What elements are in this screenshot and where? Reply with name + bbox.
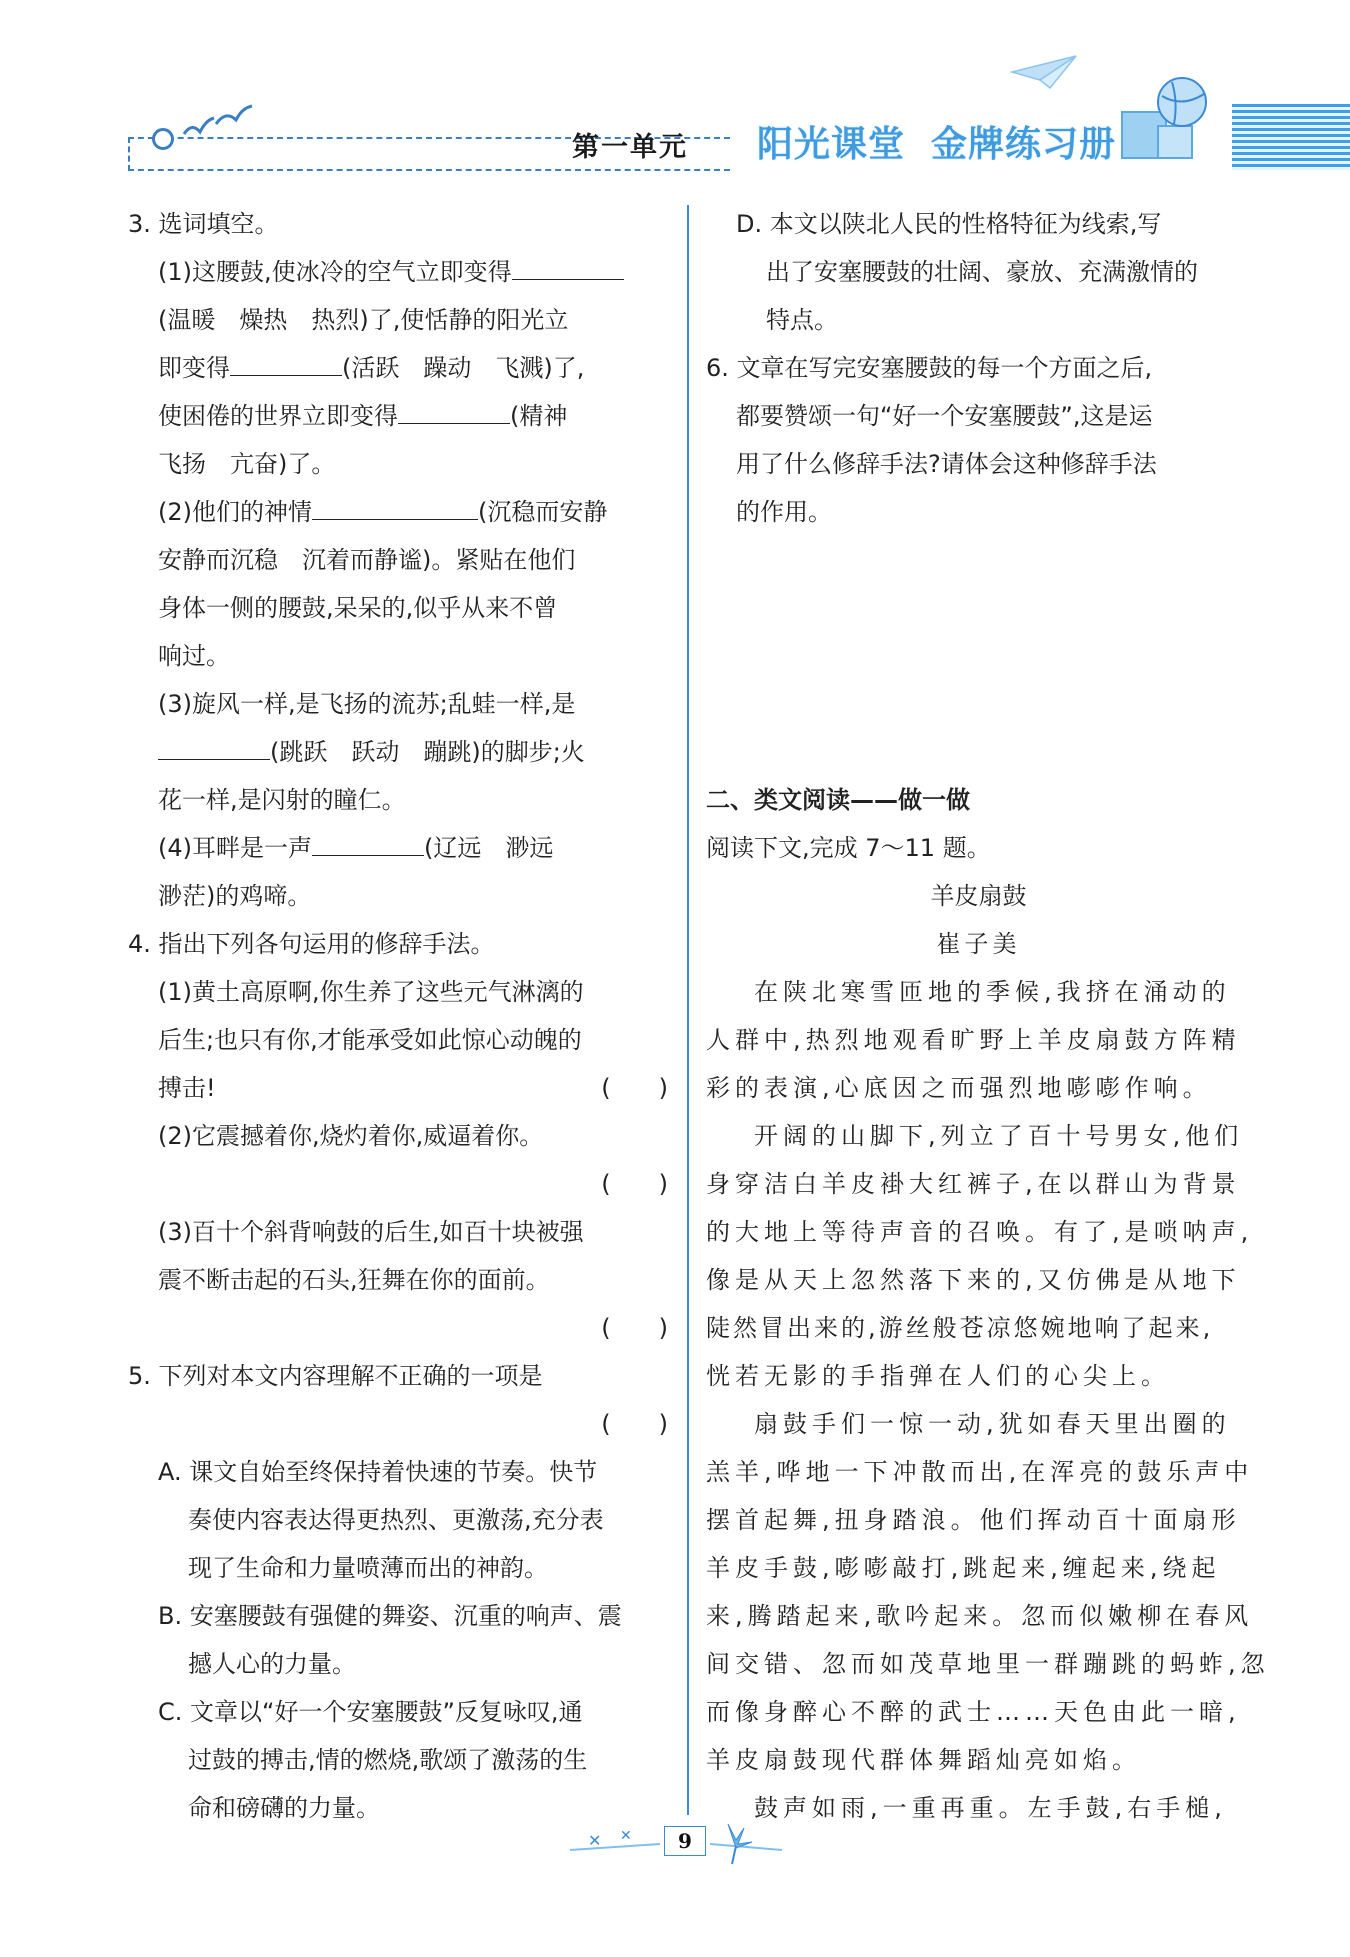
article-paragraph: 扇鼓手们一惊一动,犹如春天里出圈的 — [754, 1410, 1231, 1438]
answer-paren[interactable]: ( ) — [601, 1410, 668, 1438]
left-column — [128, 200, 668, 1832]
article-paragraph: 来,腾踏起来,歌吟起来。忽而似嫩柳在春风 — [706, 1602, 1254, 1630]
answer-blank[interactable] — [312, 489, 478, 520]
svg-text:✕: ✕ — [588, 1831, 602, 1850]
q5-option-c: 命和磅礴的力量。 — [188, 1794, 380, 1822]
q5-option-a: 奏使内容表达得更热烈、更激荡,充分表 — [188, 1506, 604, 1534]
article-paragraph: 羔羊,哗地一下冲散而出,在浑亮的鼓乐声中 — [706, 1458, 1254, 1486]
q3-1-line: 飞扬 亢奋)了。 — [158, 450, 336, 478]
article-paragraph: 而像身醉心不醉的武士……天色由此一暗, — [706, 1698, 1241, 1726]
article-author: 崔子美 — [936, 930, 1021, 958]
q4-1-line: (1)黄土高原啊,你生养了这些元气淋漓的 — [158, 978, 584, 1006]
section-2-instruction: 阅读下文,完成 7～11 题。 — [706, 834, 991, 862]
section-2-title: 二、类文阅读——做一做 — [706, 786, 970, 814]
q3-1-line: (温暖 燥热 热烈)了,使恬静的阳光立 — [158, 306, 569, 334]
q3-2-line: (2)他们的神情 (沉稳而安静 — [128, 488, 668, 536]
q5-option-d: D. 本文以陕北人民的性格特征为线索,写 — [736, 210, 1162, 238]
q3-2-line: 身体一侧的腰鼓,呆呆的,似乎从来不曾 — [158, 594, 558, 622]
brand-left: 阳光课堂 — [757, 123, 906, 165]
page-number: 9 — [664, 1826, 706, 1856]
question-5-title: 5. 下列对本文内容理解不正确的一项是 — [128, 1362, 543, 1390]
right-column — [706, 200, 1270, 1832]
question-6: 都要赞颂一句“好一个安塞腰鼓”,这是运 — [736, 402, 1153, 430]
question-6: 6. 文章在写完安塞腰鼓的每一个方面之后, — [706, 354, 1153, 382]
q3-3-line: (跳跃 跃动 蹦跳)的脚步;火 — [128, 728, 668, 776]
answer-blank[interactable] — [158, 729, 270, 760]
q4-1-line: 搏击! ( ) — [128, 1064, 668, 1112]
q3-4-line: (4)耳畔是一声 (辽远 渺远 — [128, 824, 668, 872]
paper-plane-icon — [1010, 52, 1080, 92]
article-paragraph: 鼓声如雨,一重再重。左手鼓,右手槌, — [754, 1794, 1227, 1822]
q3-2-line: 安静而沉稳 沉着而静谧)。紧贴在他们 — [158, 546, 576, 574]
q4-3-line: (3)百十个斜背响鼓的后生,如百十块被强 — [158, 1218, 584, 1246]
article-paragraph: 像是从天上忽然落下来的,又仿佛是从地下 — [706, 1266, 1241, 1294]
column-divider — [687, 205, 689, 1815]
q4-3-paren-line — [128, 1304, 668, 1352]
q4-3-line: 震不断击起的石头,狂舞在你的面前。 — [158, 1266, 550, 1294]
q3-4-line: 渺茫)的鸡啼。 — [158, 882, 312, 910]
globe-decoration-icon — [1116, 72, 1216, 160]
q4-2-paren-line — [128, 1160, 668, 1208]
article-paragraph: 恍若无影的手指弹在人们的心尖上。 — [706, 1362, 1170, 1390]
article-paragraph: 人群中,热烈地观看旷野上羊皮扇鼓方阵精 — [706, 1026, 1241, 1054]
article-paragraph: 在陕北寒雪匝地的季候,我挤在涌动的 — [754, 978, 1231, 1006]
answer-blank[interactable] — [230, 345, 342, 376]
page-footer — [560, 1820, 790, 1870]
answer-blank[interactable] — [512, 249, 624, 280]
question-6: 用了什么修辞手法?请体会这种修辞手法 — [736, 450, 1157, 478]
q5-option-c: 过鼓的搏击,情的燃烧,歌颂了激荡的生 — [188, 1746, 588, 1774]
header-stripes — [1232, 104, 1350, 170]
q5-option-d: 出了安塞腰鼓的壮阔、豪放、充满激情的 — [766, 258, 1198, 286]
answer-blank[interactable] — [312, 825, 424, 856]
unit-title: 第一单元 — [572, 132, 688, 163]
q3-1-line: 使困倦的世界立即变得 (精神 — [128, 392, 668, 440]
header-dot — [152, 128, 174, 150]
page-header — [0, 0, 1350, 185]
article-paragraph: 摆首起舞,扭身踏浪。他们挥动百十面扇形 — [706, 1506, 1241, 1534]
question-3-title: 3. 选词填空。 — [128, 210, 279, 238]
answer-paren[interactable]: ( ) — [601, 1170, 668, 1198]
svg-text:✕: ✕ — [620, 1828, 632, 1844]
q4-1-line: 后生;也只有你,才能承受如此惊心动魄的 — [158, 1026, 582, 1054]
article-paragraph: 羊皮扇鼓现代群体舞蹈灿亮如焰。 — [706, 1746, 1141, 1774]
article-paragraph: 身穿洁白羊皮褂大红裤子,在以群山为背景 — [706, 1170, 1241, 1198]
answer-paren[interactable]: ( ) — [601, 1074, 668, 1102]
q3-1-line: (1)这腰鼓,使冰冷的空气立即变得 — [128, 248, 668, 296]
article-paragraph: 彩的表演,心底因之而强烈地嘭嘭作响。 — [706, 1074, 1212, 1102]
q5-option-b: 撼人心的力量。 — [188, 1650, 356, 1678]
q5-option-b: B. 安塞腰鼓有强健的舞姿、沉重的响声、震 — [158, 1602, 622, 1630]
article-paragraph: 陡然冒出来的,游丝般苍凉悠婉地响了起来, — [706, 1314, 1214, 1342]
q3-3-line: 花一样,是闪射的瞳仁。 — [158, 786, 406, 814]
article-paragraph: 羊皮手鼓,嘭嘭敲打,跳起来,缠起来,绕起 — [706, 1554, 1221, 1582]
brand-right: 金牌练习册 — [931, 123, 1117, 165]
article-paragraph: 间交错、忽而如茂草地里一群蹦跳的蚂蚱,忽 — [706, 1650, 1270, 1678]
article-paragraph: 的大地上等待声音的召唤。有了,是唢呐声, — [706, 1218, 1254, 1246]
question-4-title: 4. 指出下列各句运用的修辞手法。 — [128, 930, 495, 958]
q5-paren-line — [128, 1400, 668, 1448]
article-paragraph: 开阔的山脚下,列立了百十号男女,他们 — [754, 1122, 1244, 1150]
article-title: 羊皮扇鼓 — [930, 882, 1027, 910]
answer-paren[interactable]: ( ) — [601, 1314, 668, 1342]
q5-option-a: A. 课文自始至终保持着快速的节奏。快节 — [158, 1458, 598, 1486]
q5-option-d: 特点。 — [766, 306, 838, 334]
q5-option-a: 现了生命和力量喷薄而出的神韵。 — [188, 1554, 548, 1582]
brand-title — [757, 116, 1116, 167]
q3-1-line: 即变得 (活跃 躁动 飞溅)了, — [128, 344, 668, 392]
q5-option-c: C. 文章以“好一个安塞腰鼓”反复咏叹,通 — [158, 1698, 583, 1726]
q3-2-line: 响过。 — [158, 642, 230, 670]
question-6: 的作用。 — [736, 498, 832, 526]
answer-blank[interactable] — [398, 393, 510, 424]
answer-space[interactable] — [706, 536, 1251, 776]
q4-2-line: (2)它震撼着你,烧灼着你,威逼着你。 — [158, 1122, 544, 1150]
q3-3-line: (3)旋风一样,是飞扬的流苏;乱蛙一样,是 — [158, 690, 576, 718]
